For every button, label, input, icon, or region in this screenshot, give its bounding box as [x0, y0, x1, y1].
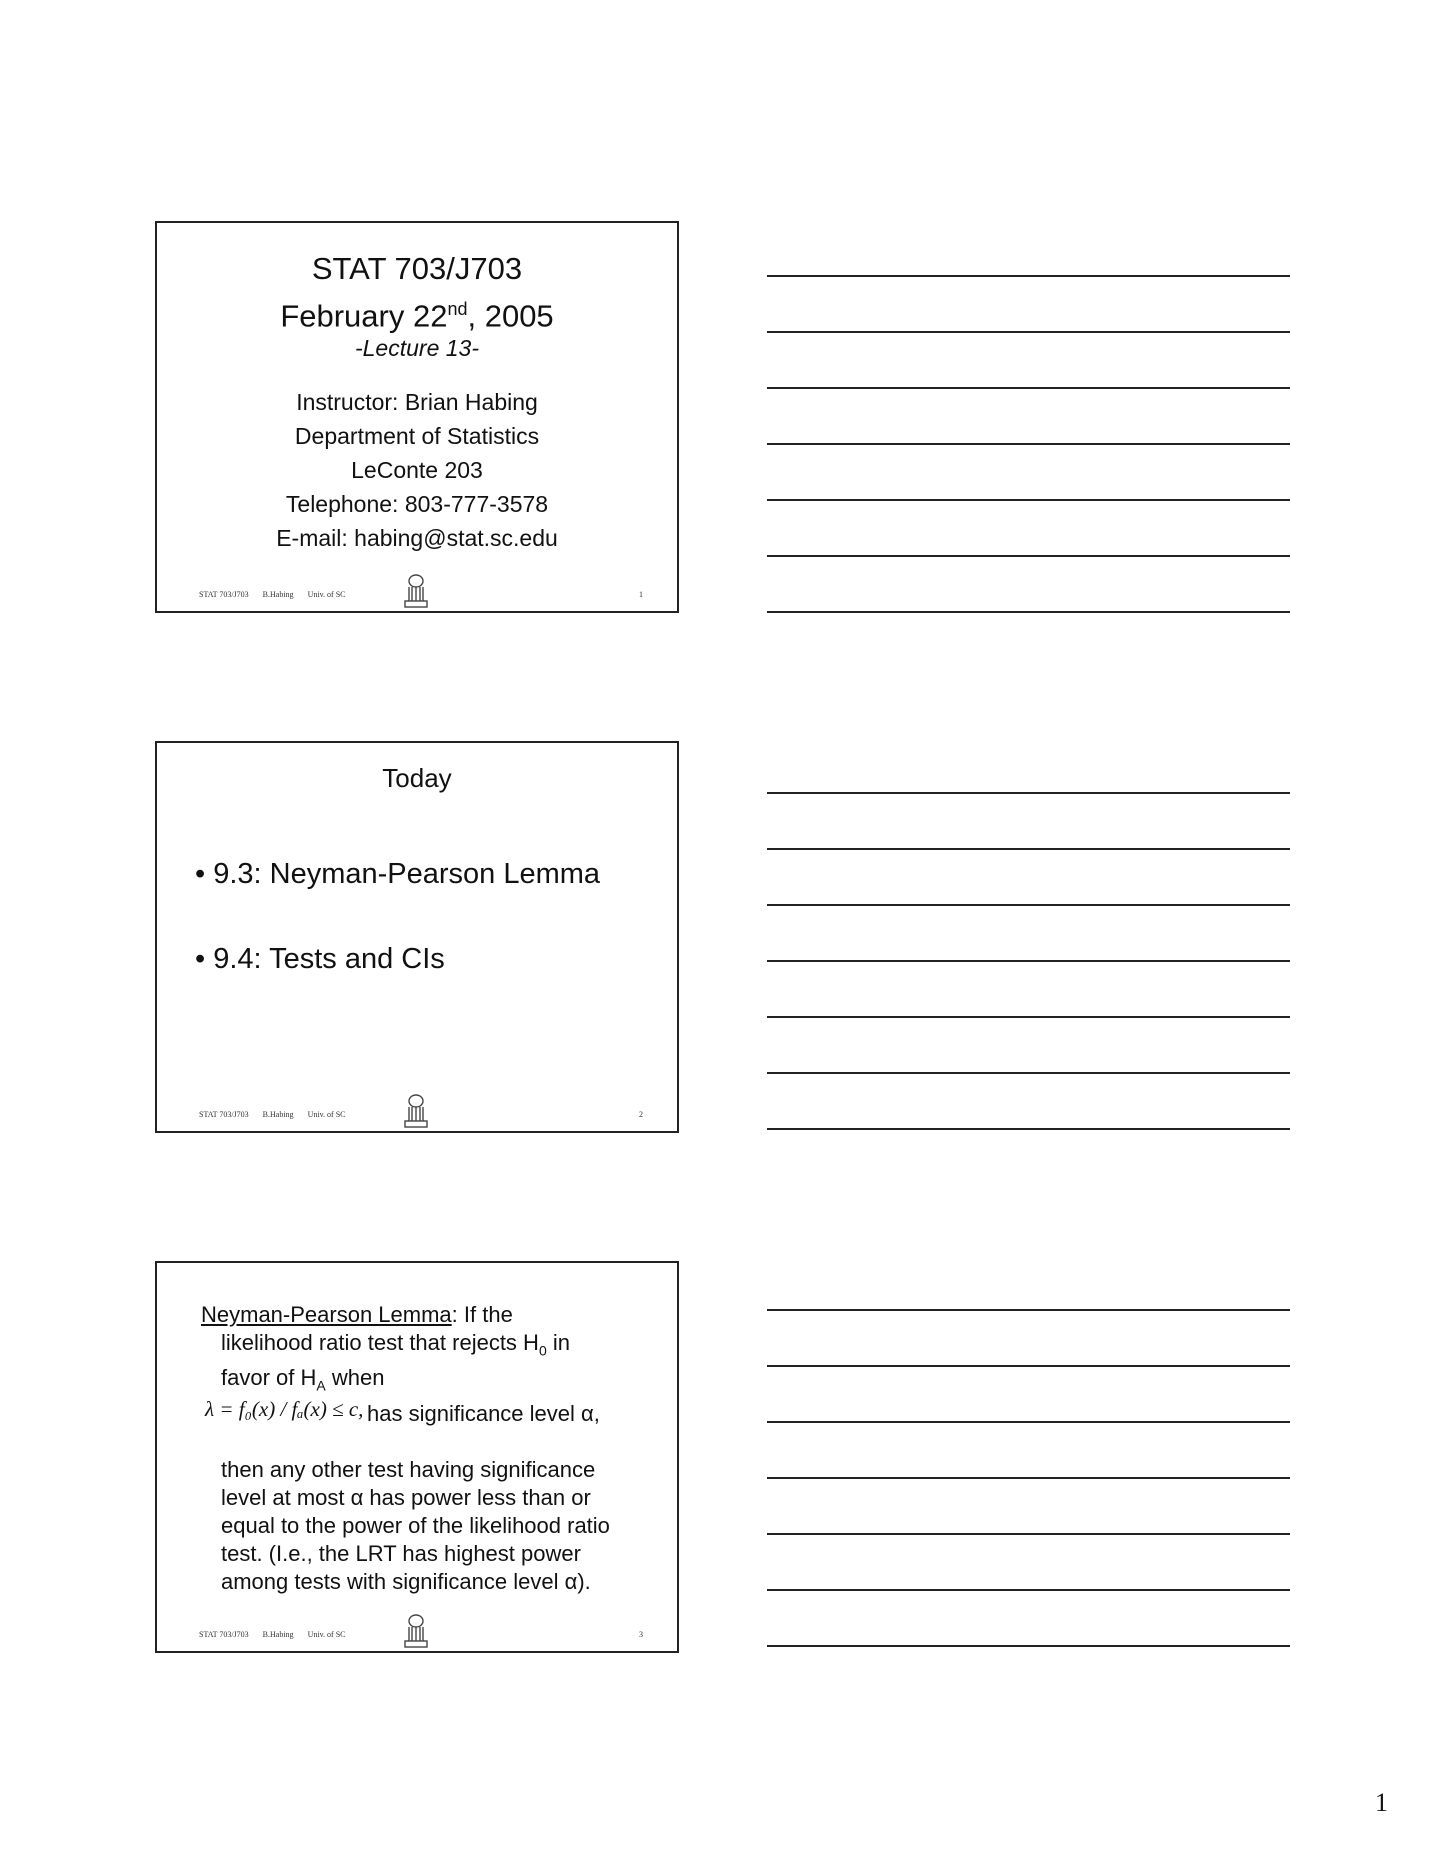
slide-1-info	[157, 385, 677, 555]
likelihood-ratio-formula: λ = f₀(x) / fₐ(x) ≤ c,	[205, 1397, 364, 1421]
info-line: Instructor: Brian Habing	[296, 389, 538, 415]
slide-footer: STAT 703/J703 B.Habing Univ. of SC	[199, 1630, 346, 1639]
bullet-item: • 9.4: Tests and CIs	[195, 943, 445, 975]
info-line: LeConte 203	[351, 457, 483, 483]
info-line: Telephone: 803-777-3578	[285, 491, 549, 517]
lemma-text: Neyman-Pearson Lemma: If the likelihood ratio test that rejects $H_0$ in favor of $H_A$ when has significance level α, then any other test having significance level at most α has power less than or equal to the power of the likelihood ratio test. (I.e., the LRT has highest power among tests with significance level α).	[201, 1302, 610, 1594]
slide-number: 1	[639, 590, 643, 599]
slide-3	[155, 1261, 679, 1653]
university-seal-icon	[401, 573, 431, 609]
slide-2	[155, 741, 679, 1133]
info-line: Department of Statistics	[294, 423, 540, 449]
bullet-item: • 9.3: Neyman-Pearson Lemma	[195, 858, 601, 890]
university-seal-icon	[401, 1613, 431, 1649]
slide-number: 2	[639, 1110, 643, 1119]
slide-2-title: Today	[382, 763, 452, 793]
slide-1-date: February 22nd, 2005	[280, 298, 554, 334]
university-seal-icon	[401, 1093, 431, 1129]
info-line: E-mail: habing@stat.sc.edu	[276, 525, 558, 551]
slide-footer: STAT 703/J703 B.Habing Univ. of SC	[199, 590, 346, 599]
page-number: 1	[1375, 1788, 1388, 1817]
slide-1-lecture: -Lecture 13-	[354, 335, 479, 361]
slide-number: 3	[639, 1630, 643, 1639]
slide-footer: STAT 703/J703 B.Habing Univ. of SC	[199, 1110, 346, 1119]
slide-1	[155, 221, 679, 613]
slide-1-title: STAT 703/J703	[311, 251, 523, 286]
